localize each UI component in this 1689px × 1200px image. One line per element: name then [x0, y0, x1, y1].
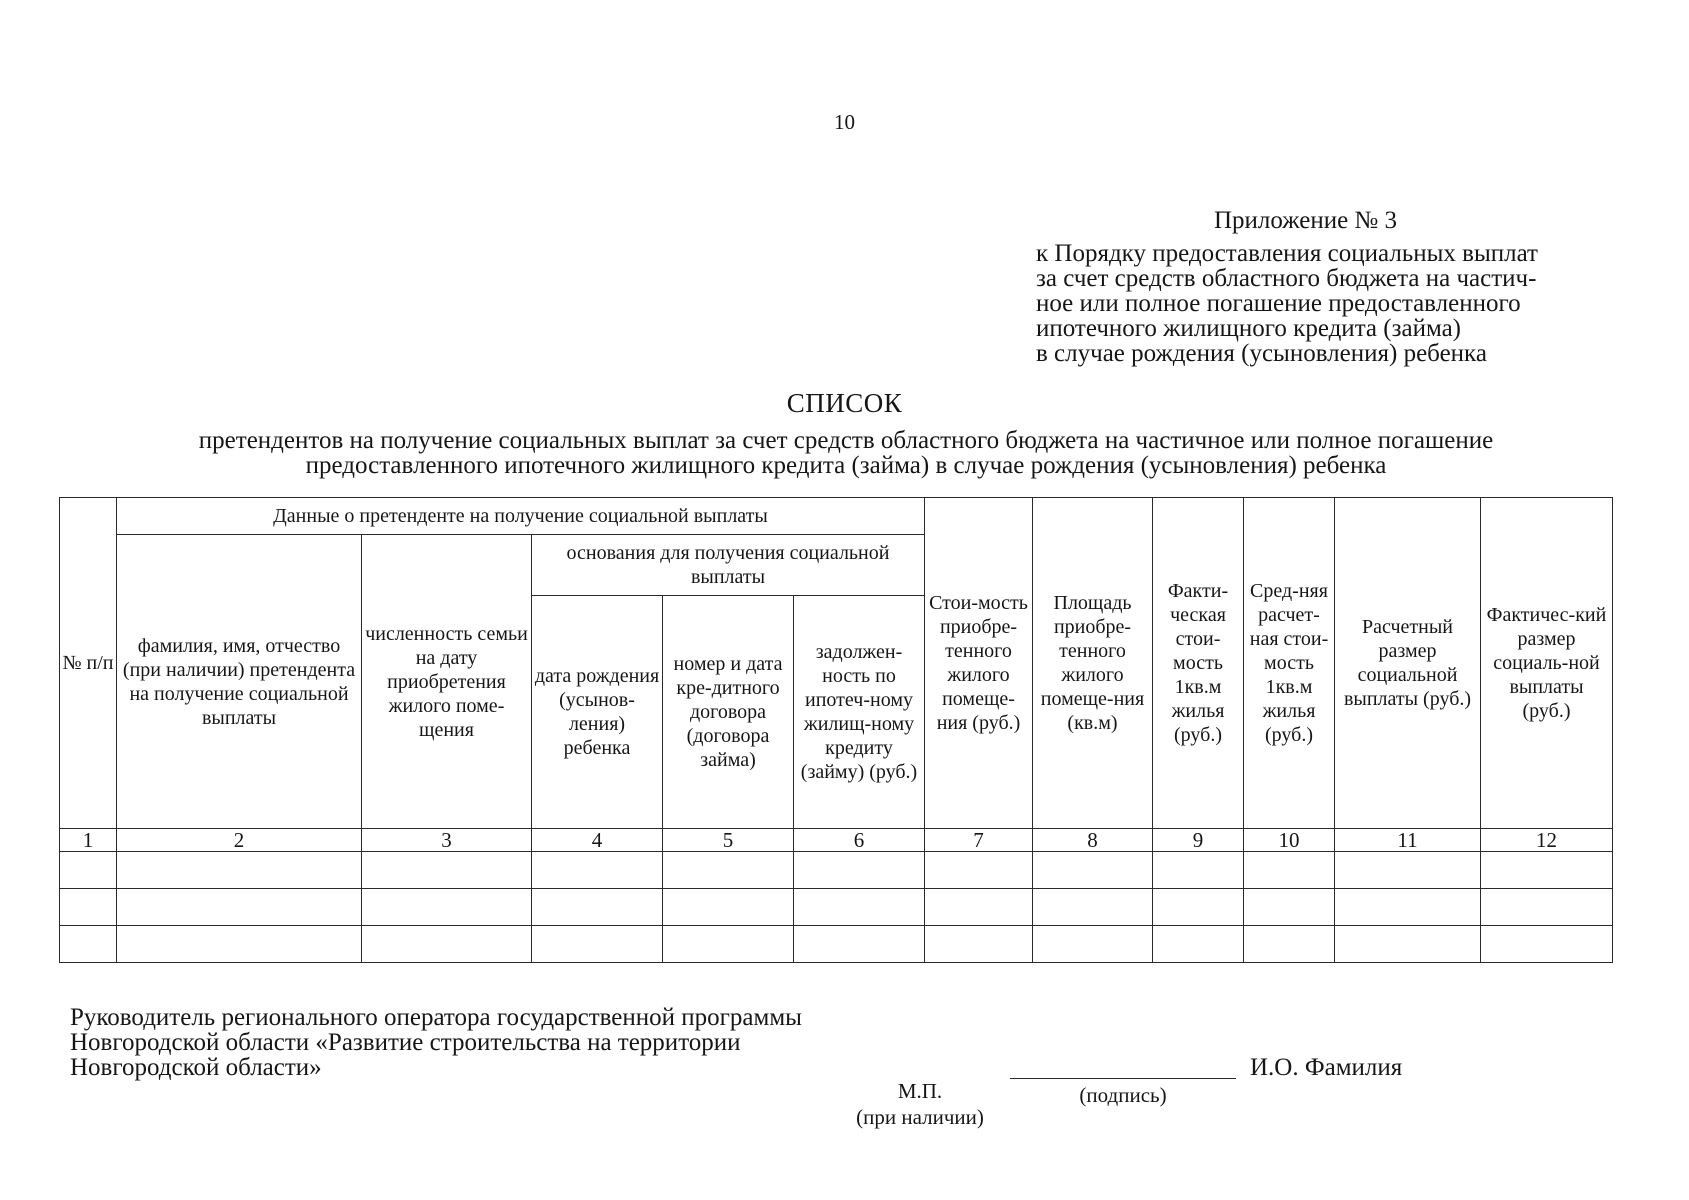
header-cell-loan-agreement: номер и дата кре-дитного договора (договора займа) — [663, 596, 794, 829]
header-cell-birth-date: дата рождения (усынов-ления) ребенка — [532, 596, 663, 829]
page-number: 10 — [834, 110, 855, 134]
list-title: СПИСОК — [786, 388, 903, 418]
header-cell-debt: задолжен-ность по ипотеч-ному жилищ-ному кредиту (займу) (руб.) — [794, 596, 925, 829]
header-cell-area: Площадь приобре-тенного жилого помеще-ния (кв.м) — [1033, 498, 1153, 829]
signatory-name: И.О. Фамилия — [1250, 1054, 1403, 1081]
appendix-block — [1036, 208, 1596, 366]
table-cell — [1335, 852, 1481, 889]
column-number: 9 — [1153, 829, 1244, 852]
table-cell — [794, 889, 925, 926]
applicants-table — [59, 497, 1613, 963]
table-cell — [117, 926, 362, 963]
header-cell-number: № п/п — [60, 498, 117, 829]
table-row — [60, 889, 1613, 926]
table-cell — [1335, 926, 1481, 963]
list-subtitle-line: предоставленного ипотечного жилищного кредита (займа) в случае рождения (усыновления) ребенка — [305, 452, 1387, 479]
head-position-line: Новгородской области» — [70, 1054, 322, 1081]
table-cell — [532, 852, 663, 889]
seal-note: (при наличии) — [856, 1105, 984, 1129]
table-cell — [117, 852, 362, 889]
appendix-line: к Порядку предоставления социальных выплат — [1036, 240, 1538, 267]
header-cell-actual-payment: Фактичес-кий размер социаль-ной выплаты (руб.) — [1481, 498, 1613, 829]
appendix-line: за счет средств областного бюджета на частич- — [1036, 265, 1537, 292]
table-row — [60, 852, 1613, 889]
column-number: 5 — [663, 829, 794, 852]
table-cell — [1033, 889, 1153, 926]
header-cell-cost: Стои-мость приобре-тенного жилого помеще-ния (руб.) — [925, 498, 1033, 829]
column-number-row — [60, 829, 1613, 852]
table-cell — [60, 926, 117, 963]
column-number: 4 — [532, 829, 663, 852]
seal-block — [830, 1078, 1010, 1130]
table-cell — [362, 926, 532, 963]
table-cell — [663, 926, 794, 963]
list-subtitle-line: претендентов на получение социальных выплат за счет средств областного бюджета на частичное или полное погашение — [198, 427, 1494, 454]
appendix-line: ное или полное погашение предоставленного — [1036, 290, 1521, 317]
header-cell-average-sqm-cost: Сред-няя расчет-ная стои-мость 1кв.м жилья (руб.) — [1244, 498, 1335, 829]
header-cell-family-size: численность семьи на дату приобретения жилого поме-щения — [362, 535, 532, 829]
signature-label: (подпись) — [1079, 1083, 1167, 1107]
table-cell — [362, 889, 532, 926]
header-cell-actual-sqm-cost: Факти-ческая стои-мость 1кв.м жилья (руб.) — [1153, 498, 1244, 829]
table-cell — [117, 889, 362, 926]
table-cell — [1481, 926, 1613, 963]
table-cell — [1153, 852, 1244, 889]
table-cell — [1335, 889, 1481, 926]
head-position-line: Новгородской области «Развитие строительства на территории — [70, 1029, 741, 1056]
table-cell — [925, 852, 1033, 889]
header-cell-full-name: фамилия, имя, отчество (при наличии) претендента на получение социальной выплаты — [117, 535, 362, 829]
table-cell — [1481, 852, 1613, 889]
signature-line — [1010, 1078, 1236, 1079]
seal-label: М.П. — [897, 1079, 943, 1103]
list-subtitle — [110, 428, 1582, 478]
head-position-line: Руководитель регионального оператора государственной программы — [70, 1004, 802, 1031]
table-cell — [60, 889, 117, 926]
table-row — [60, 926, 1613, 963]
table-cell — [532, 889, 663, 926]
table-cell — [1033, 926, 1153, 963]
column-number: 12 — [1481, 829, 1613, 852]
column-number: 7 — [925, 829, 1033, 852]
table-cell — [663, 889, 794, 926]
column-number: 8 — [1033, 829, 1153, 852]
table-cell — [925, 926, 1033, 963]
appendix-line: в случае рождения (усыновления) ребенка — [1036, 340, 1487, 367]
table-cell — [794, 852, 925, 889]
table-cell — [794, 926, 925, 963]
table-cell — [60, 852, 117, 889]
table-cell — [663, 852, 794, 889]
table-cell — [1481, 889, 1613, 926]
table-cell — [362, 852, 532, 889]
column-number: 6 — [794, 829, 925, 852]
table-cell — [1033, 852, 1153, 889]
column-number: 3 — [362, 829, 532, 852]
head-position — [70, 1005, 802, 1080]
column-number: 1 — [60, 829, 117, 852]
column-number: 11 — [1335, 829, 1481, 852]
table-cell — [1244, 926, 1335, 963]
table-cell — [532, 926, 663, 963]
appendix-line: ипотечного жилищного кредита (займа) — [1036, 315, 1462, 342]
group-header-applicant: Данные о претенденте на получение социальной выплаты — [117, 498, 925, 535]
column-number: 10 — [1244, 829, 1335, 852]
appendix-title: Приложение № 3 — [1214, 207, 1398, 234]
group-header-basis: основания для получения социальной выплаты — [532, 535, 925, 596]
table-cell — [1244, 852, 1335, 889]
header-cell-estimated-payment: Расчетный размер социальной выплаты (руб.) — [1335, 498, 1481, 829]
table-cell — [1244, 889, 1335, 926]
table-cell — [925, 889, 1033, 926]
header-row — [60, 498, 1613, 535]
column-number: 2 — [117, 829, 362, 852]
table-cell — [1153, 926, 1244, 963]
table-cell — [1153, 889, 1244, 926]
